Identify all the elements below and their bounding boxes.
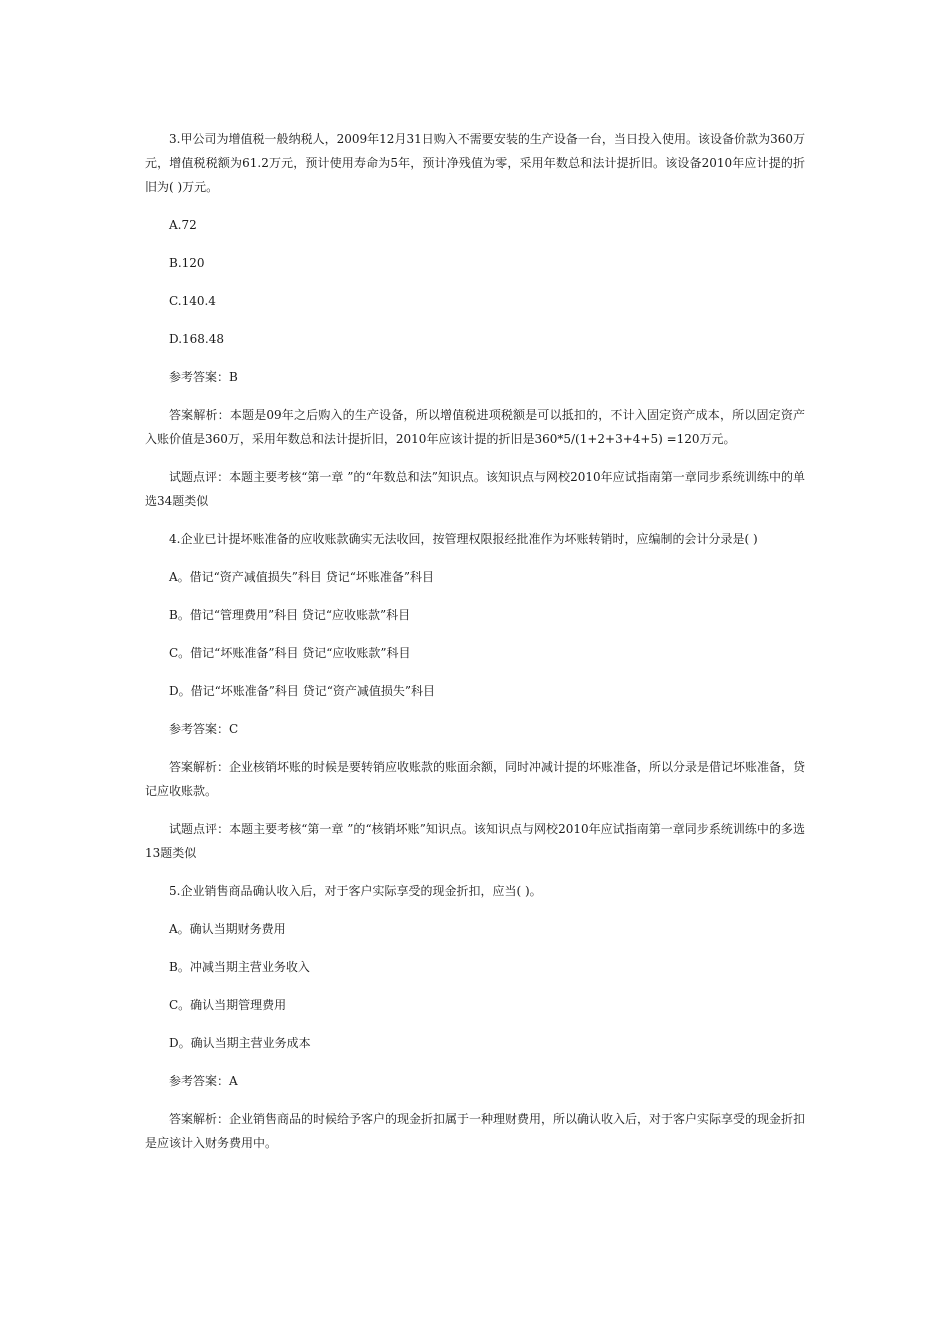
question-4-option-b: B。借记“管理费用”科目 贷记“应收账款”科目 <box>169 608 411 622</box>
question-4-option-a: A。借记“资产减值损失”科目 贷记“坏账准备”科目 <box>169 570 435 584</box>
question-4-answer: 参考答案：C <box>169 722 239 736</box>
question-3-analysis: 答案解析：本题是09年之后购入的生产设备，所以增值税进项税额是可以抵扣的，不计入固定资产成本，所以固定资产入账价值是360万，采用年数总和法计提折旧，2010年应该计提的折旧是360*5/(1+2+3+4+5) =120万元。 <box>145 408 805 446</box>
question-3-option-d: D.168.48 <box>169 332 224 346</box>
question-5-option-c: C。确认当期管理费用 <box>169 998 287 1012</box>
question-3-option-c: C.140.4 <box>169 294 216 308</box>
question-4-analysis: 答案解析：企业核销坏账的时候是要转销应收账款的账面余额，同时冲减计提的坏账准备，所以分录是借记坏账准备，贷记应收账款。 <box>145 760 806 798</box>
question-5-analysis: 答案解析：企业销售商品的时候给予客户的现金折扣属于一种理财费用，所以确认收入后，对于客户实际享受的现金折扣是应该计入财务费用中。 <box>145 1112 806 1150</box>
question-4-comment: 试题点评：本题主要考核“第一章 ”的“核销坏账”知识点。该知识点与网校2010年应试指南第一章同步系统训练中的多选13题类似 <box>145 822 805 860</box>
question-5-answer: 参考答案：A <box>169 1074 238 1088</box>
question-3-option-b: B.120 <box>169 256 205 270</box>
question-3-option-a: A.72 <box>169 218 197 232</box>
question-4-option-c: C。借记“坏账准备”科目 贷记“应收账款”科目 <box>169 646 411 660</box>
question-4-stem: 4.企业已计提坏账准备的应收账款确实无法收回，按管理权限报经批准作为坏账转销时，应编制的会计分录是( ) <box>169 532 758 546</box>
document-page <box>145 127 805 1169</box>
question-3-comment: 试题点评：本题主要考核“第一章 ”的“年数总和法”知识点。该知识点与网校2010年应试指南第一章同步系统训练中的单选34题类似 <box>145 470 805 508</box>
question-5-option-a: A。确认当期财务费用 <box>169 922 286 936</box>
question-3-stem: 3.甲公司为增值税一般纳税人，2009年12月31日购入不需要安装的生产设备一台，当日投入使用。该设备价款为360万元，增值税税额为61.2万元，预计使用寿命为5年，预计净残值为零，采用年数总和法计提折旧。该设备2010年应计提的折旧为( )万元。 <box>145 132 805 194</box>
question-5-option-b: B。冲减当期主营业务收入 <box>169 960 310 974</box>
question-5-option-d: D。确认当期主营业务成本 <box>169 1036 311 1050</box>
question-4-option-d: D。借记“坏账准备”科目 贷记“资产减值损失”科目 <box>169 684 435 698</box>
question-3-answer: 参考答案：B <box>169 370 238 384</box>
question-5-stem: 5.企业销售商品确认收入后，对于客户实际享受的现金折扣，应当( )。 <box>169 884 542 898</box>
